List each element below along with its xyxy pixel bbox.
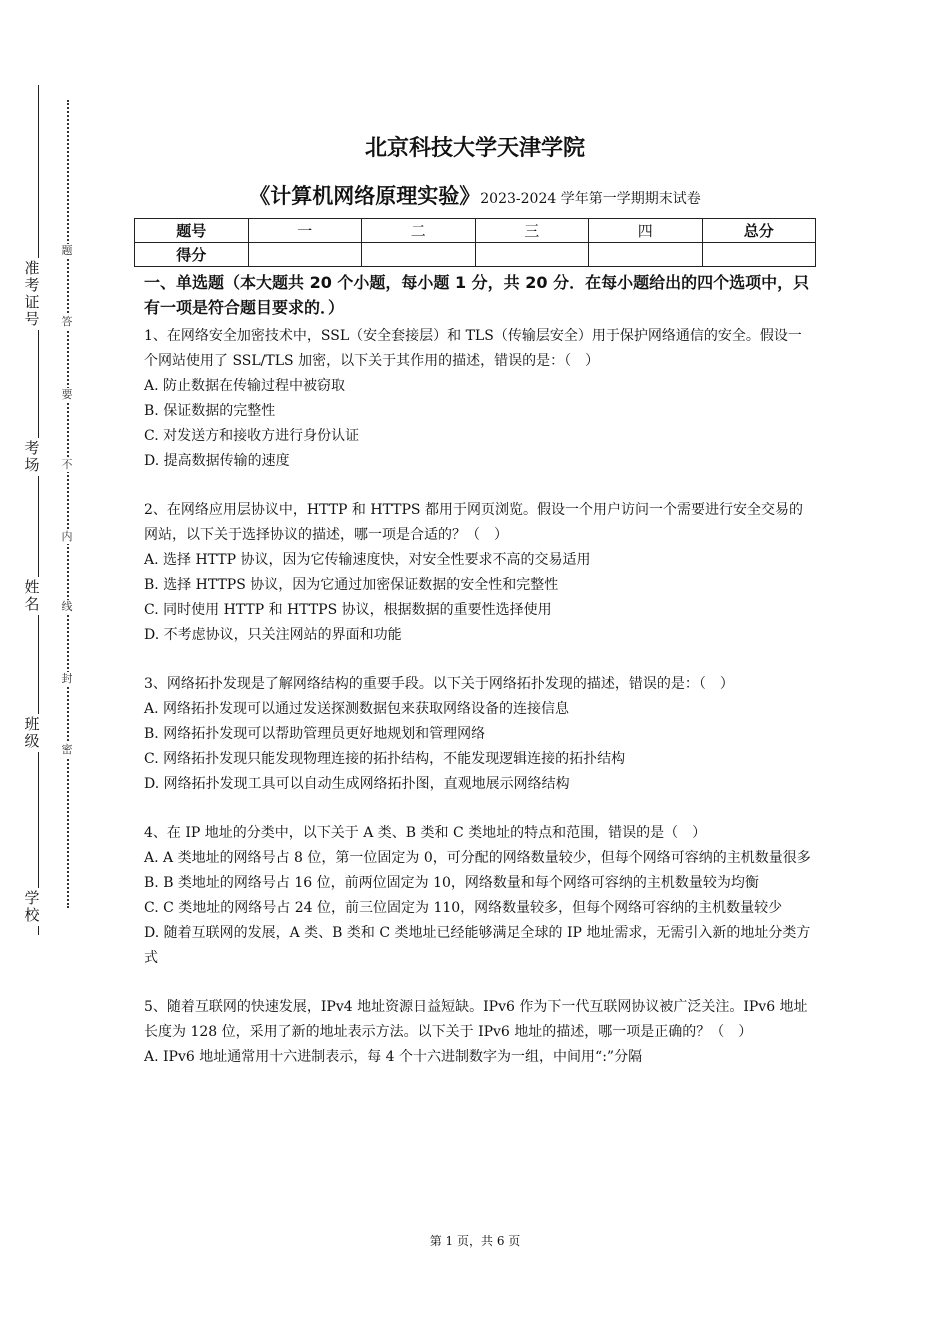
seal-char: 密 (59, 743, 75, 757)
seal-char: 封 (59, 672, 75, 686)
score-entry-cell[interactable] (475, 243, 589, 267)
option: D. 随着互联网的发展，A 类、B 类和 C 类地址已经能够满足全球的 IP 地址需求，无需引入新的地址分类方式 (144, 925, 811, 966)
score-cell: 二 (362, 219, 476, 243)
score-cell: 题号 (135, 219, 249, 243)
score-table (134, 218, 816, 267)
question-4 (144, 821, 812, 971)
seal-char: 不 (59, 458, 75, 472)
term-title: 2023-2024 学年第一学期期末试卷 (480, 191, 701, 207)
option: B. 网络拓扑发现可以帮助管理员更好地规划和管理网络 (144, 726, 486, 742)
score-cell: 总分 (702, 219, 816, 243)
seal-char: 答 (59, 315, 75, 329)
score-cell: 四 (589, 219, 703, 243)
score-cell: 得分 (135, 243, 249, 267)
question-text: 4、在 IP 地址的分类中，以下关于 A 类、B 类和 C 类地址的特点和范围，错误的是（ ） (144, 825, 707, 841)
option: C. 对发送方和接收方进行身份认证 (144, 428, 360, 444)
option: D. 提高数据传输的速度 (144, 453, 290, 469)
margin-field-class: 班级 (22, 714, 42, 752)
option: D. 不考虑协议，只关注网站的界面和功能 (144, 627, 402, 643)
binding-solid-line (38, 85, 39, 935)
section-heading: 一、单选题（本大题共 20 个小题，每小题 1 分，共 20 分．在每小题给出的四个选项中，只有一项是符合题目要求的．） (144, 273, 810, 317)
seal-char: 线 (59, 600, 75, 614)
score-entry-cell[interactable] (589, 243, 703, 267)
seal-char: 要 (59, 388, 75, 402)
score-table-header-row (135, 219, 816, 243)
margin-field-exam-id: 准考证号 (22, 258, 42, 330)
binding-dotted-line (67, 100, 69, 908)
question-3 (144, 672, 812, 797)
score-table-score-row (135, 243, 816, 267)
page-number: 第 1 页，共 6 页 (429, 1234, 521, 1248)
seal-char: 题 (59, 244, 75, 258)
score-cell: 一 (248, 219, 362, 243)
margin-field-name: 姓名 (22, 577, 42, 615)
margin-field-school: 学校 (22, 888, 42, 926)
score-cell: 三 (475, 219, 589, 243)
option: A. 网络拓扑发现可以通过发送探测数据包来获取网络设备的连接信息 (144, 701, 570, 717)
question-5 (144, 995, 812, 1070)
option: B. 选择 HTTPS 协议，因为它通过加密保证数据的安全性和完整性 (144, 577, 559, 593)
option: A. 选择 HTTP 协议，因为它传输速度快，对安全性要求不高的交易适用 (144, 552, 591, 568)
question-text: 1、在网络安全加密技术中，SSL（安全套接层）和 TLS（传输层安全）用于保护网络通信的安全。假设一个网站使用了 SSL/TLS 加密，以下关于其作用的描述，错误的是：（ ） (144, 328, 802, 369)
question-2 (144, 498, 812, 648)
school-title: 北京科技大学天津学院 (364, 136, 585, 161)
question-1 (144, 324, 812, 474)
option: B. 保证数据的完整性 (144, 403, 276, 419)
question-text: 5、随着互联网的快速发展，IPv4 地址资源日益短缺。IPv6 作为下一代互联网协议被广泛关注。IPv6 地址长度为 128 位，采用了新的地址表示方法。以下关于 IPv6 地址的描述，哪一项是正确的？（ ） (144, 999, 808, 1040)
option: A. A 类地址的网络号占 8 位，第一位固定为 0，可分配的网络数量较少，但每个网络可容纳的主机数量很多 (144, 850, 811, 866)
course-title: 《计算机网络原理实验》 (249, 184, 481, 208)
seal-char: 内 (59, 530, 75, 544)
option: D. 网络拓扑发现工具可以自动生成网络拓扑图，直观地展示网络结构 (144, 776, 570, 792)
option: C. 网络拓扑发现只能发现物理连接的拓扑结构，不能发现逻辑连接的拓扑结构 (144, 751, 626, 767)
question-text: 3、网络拓扑发现是了解网络结构的重要手段。以下关于网络拓扑发现的描述，错误的是：（ ） (144, 676, 734, 692)
margin-field-exam-room: 考场 (22, 438, 42, 476)
option: B. B 类地址的网络号占 16 位，前两位固定为 10，网络数量和每个网络可容纳的主机数量较为均衡 (144, 875, 759, 891)
score-entry-cell[interactable] (362, 243, 476, 267)
option: C. C 类地址的网络号占 24 位，前三位固定为 110，网络数量较多，但每个网络可容纳的主机数量较少 (144, 900, 783, 916)
option: C. 同时使用 HTTP 和 HTTPS 协议，根据数据的重要性选择使用 (144, 602, 552, 618)
option: A. IPv6 地址通常用十六进制表示，每 4 个十六进制数字为一组，中间用“:”分隔 (144, 1049, 643, 1065)
score-entry-cell[interactable] (702, 243, 816, 267)
exam-title (0, 180, 950, 210)
exam-content (144, 270, 812, 1094)
option: A. 防止数据在传输过程中被窃取 (144, 378, 346, 394)
score-entry-cell[interactable] (248, 243, 362, 267)
question-text: 2、在网络应用层协议中，HTTP 和 HTTPS 都用于网页浏览。假设一个用户访问一个需要进行安全交易的网站，以下关于选择协议的描述，哪一项是合适的？（ ） (144, 502, 803, 543)
